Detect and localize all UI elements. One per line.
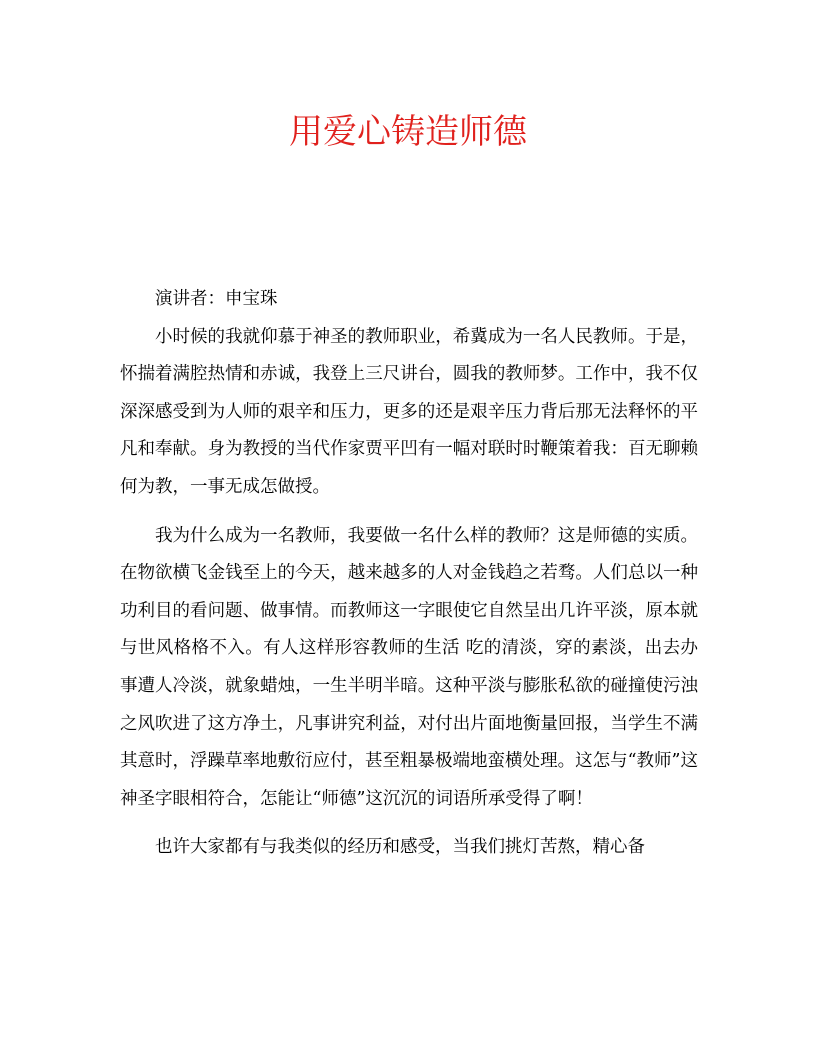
author-line: 演讲者：申宝珠 xyxy=(155,289,278,309)
paragraph-2: 我为什么成为一名教师，我要做一名什么样的教师？这是师德的实质。在物欲横飞金钱至上的今天，越来越多的人对金钱趋之若骛。人们总以一种功利目的看问题、做事情。而教师这一字眼使它自然呈出几许平淡，原本就与世风格格不入。有人这样形容教师的生活 吃的清淡，穿的素淡，出去办事遭人冷淡，就象蜡烛，一生半明半暗。这种平淡与膨胀私欲的碰撞使污浊之风吹进了这方净土，凡事讲究利益，对付出片面地衡量回报，当学生不满其意时，浮躁草率地敷衍应付，甚至粗暴极端地蛮横处理。这怎与“教师”这神圣字眼相符合，怎能让“师德”这沉沉的词语所承受得了啊！ xyxy=(120,525,698,809)
paragraph-3: 也许大家都有与我类似的经历和感受，当我们挑灯苦熬，精心备 xyxy=(155,837,645,858)
page-title: 用爱心铸造师德 xyxy=(289,112,527,152)
paragraph-1: 小时候的我就仰慕于神圣的教师职业，希冀成为一名人民教师。于是，怀揣着满腔热情和赤诚，我登上三尺讲台，圆我的教师梦。工作中，我不仅深深感受到为人师的艰辛和压力，更多的还是艰辛压力背后那无法释怀的平凡和奉献。身为教授的当代作家贾平凹有一幅对联时时鞭策着我：百无聊赖何为教，一事无成怎做授。 xyxy=(120,326,698,497)
document-body xyxy=(120,281,698,878)
